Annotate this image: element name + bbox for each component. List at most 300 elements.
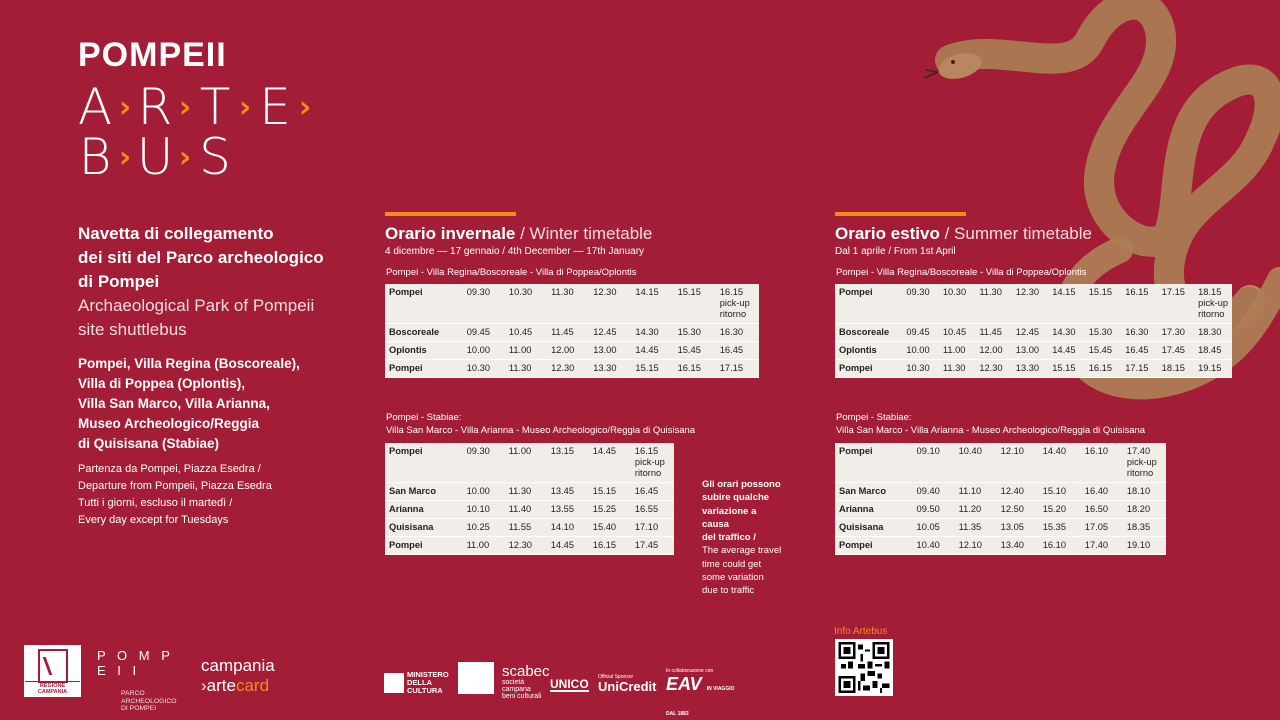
departure-time <box>976 342 1012 360</box>
departure-time <box>903 284 939 324</box>
winter-dates: 4 dicembre — 17 gennaio / 4th December — 17th January <box>385 246 645 257</box>
time-value: 09.50 <box>916 504 940 514</box>
departure-time <box>903 324 939 342</box>
time-value: 16.40 <box>1084 486 1109 496</box>
time-value: 11.30 <box>979 287 1002 297</box>
eav-name <box>666 674 736 720</box>
arrow-icon: › <box>178 89 192 125</box>
brand-letter: E <box>259 78 291 136</box>
time-value: 14.45 <box>592 446 617 456</box>
winter-table-oplontis <box>385 284 759 378</box>
departure-time <box>506 360 548 378</box>
departure-time <box>1159 360 1195 378</box>
departure-time <box>548 284 590 324</box>
departure-time <box>1195 342 1232 360</box>
departure-time <box>903 360 939 378</box>
departure-time <box>976 284 1012 324</box>
artecard-part: ›arte <box>201 676 236 695</box>
departure-time <box>1049 284 1085 324</box>
departure-time <box>590 501 632 519</box>
time-value: 11.30 <box>551 287 574 297</box>
departure-line: Every day except for Tuesdays <box>78 514 229 526</box>
ministero-line: CULTURA <box>407 686 443 695</box>
departure-time <box>506 501 548 519</box>
summer-title-it: Orario estivo <box>835 224 940 243</box>
departure-time <box>464 324 506 342</box>
time-value: 12.40 <box>1000 486 1024 496</box>
departure-time <box>914 501 956 519</box>
time-value: 16.15 <box>592 540 617 550</box>
departure-time <box>940 360 976 378</box>
time-value: 13.00 <box>593 345 617 355</box>
departure-time <box>1082 443 1124 483</box>
route-line: Pompei - Stabiae: <box>836 412 912 423</box>
return-note: ritorno <box>1198 309 1225 319</box>
time-value: 14.45 <box>635 345 659 355</box>
route-line: Pompei - Stabiae: <box>386 412 462 423</box>
intro-en-line: site shuttlebus <box>78 320 187 339</box>
departure-time <box>1122 284 1158 324</box>
qr-code[interactable] <box>835 639 893 696</box>
stop-name: Pompei <box>835 284 903 324</box>
departure-time <box>506 284 548 324</box>
stop-name: Arianna <box>385 501 464 519</box>
stop-name: San Marco <box>385 483 464 501</box>
departure-time <box>1082 537 1124 555</box>
time-value: 12.50 <box>1000 504 1024 514</box>
table-row <box>835 537 1166 555</box>
summer-title-en: / Summer timetable <box>939 224 1092 243</box>
time-value: 11.55 <box>508 522 532 532</box>
time-value: 14.40 <box>1042 446 1066 456</box>
brand-title: POMPEII <box>78 36 227 74</box>
return-note: pick-up <box>1126 457 1157 467</box>
sites-line: Museo Archeologico/Reggia <box>78 416 260 431</box>
departure-line: Partenza da Pompei, Piazza Esedra / <box>78 463 261 475</box>
departure-time <box>1040 443 1082 483</box>
time-value: 09.30 <box>906 287 930 297</box>
departure-time <box>940 342 976 360</box>
departure-time <box>590 360 632 378</box>
brand-letter: R <box>137 78 173 136</box>
time-value: 11.10 <box>958 486 982 496</box>
sites-line: Pompei, Villa Regina (Boscoreale), <box>78 356 300 371</box>
departure-time <box>590 324 632 342</box>
departure-time <box>590 483 632 501</box>
time-value: 11.45 <box>551 327 574 337</box>
departure-time <box>1159 324 1195 342</box>
time-value: 16.15 <box>677 363 701 373</box>
winter-route2 <box>386 411 695 437</box>
departure-time <box>717 324 759 342</box>
stop-name: Pompei <box>385 443 464 483</box>
return-note: pick-up <box>1198 298 1229 308</box>
departure-time <box>632 342 674 360</box>
departure-time <box>464 342 506 360</box>
brand-letter: U <box>136 128 174 186</box>
departure-time <box>940 284 976 324</box>
unicredit-small: Official Sponsor <box>598 674 634 680</box>
time-value: 18.15 <box>1198 287 1222 297</box>
time-value: 15.45 <box>1088 345 1112 355</box>
departure-time <box>998 501 1040 519</box>
time-value: 13.30 <box>593 363 617 373</box>
time-value: 17.40 <box>1084 540 1109 550</box>
unicredit-name: UniCredit <box>598 679 657 694</box>
time-value: 18.35 <box>1126 522 1151 532</box>
time-value: 17.45 <box>634 540 659 550</box>
departure-time <box>1082 519 1124 537</box>
time-value: 14.10 <box>550 522 574 532</box>
brand-logo-row2 <box>76 128 234 186</box>
time-value: 10.00 <box>466 486 490 496</box>
time-value: 09.30 <box>466 446 490 456</box>
departure-time <box>675 284 717 324</box>
pompeii-logo-sub <box>121 690 187 713</box>
table-row <box>835 501 1166 519</box>
sites-line: Villa San Marco, Villa Arianna, <box>78 396 270 411</box>
time-value: 17.45 <box>1161 345 1185 355</box>
departure-time <box>632 519 674 537</box>
departure-time <box>1124 443 1166 483</box>
time-value: 11.35 <box>958 522 982 532</box>
departure-time <box>632 443 674 483</box>
stop-name: Boscoreale <box>835 324 903 342</box>
departure-time <box>956 519 998 537</box>
departure-time <box>1040 483 1082 501</box>
intro-en-line: Archaeological Park of Pompeii <box>78 296 315 315</box>
time-value: 17.10 <box>634 522 659 532</box>
time-value: 15.40 <box>592 522 617 532</box>
departure-time <box>998 537 1040 555</box>
departure-time <box>1013 342 1049 360</box>
departure-time <box>464 284 506 324</box>
departure-time <box>976 324 1012 342</box>
departure-time <box>590 284 632 324</box>
departure-time <box>976 360 1012 378</box>
summer-route1: Pompei - Villa Regina/Boscoreale - Villa di Poppea/Oplontis <box>836 267 1087 278</box>
time-value: 12.00 <box>979 345 1003 355</box>
departure-time <box>998 443 1040 483</box>
table-row <box>835 360 1232 378</box>
time-value: 13.55 <box>550 504 574 514</box>
stop-name: Pompei <box>385 537 464 555</box>
time-value: 18.45 <box>1198 345 1222 355</box>
departure-time <box>1082 483 1124 501</box>
table-row <box>835 284 1232 324</box>
table-row <box>835 324 1232 342</box>
time-value: 13.30 <box>1015 363 1040 373</box>
stop-name: Pompei <box>835 537 914 555</box>
return-note: pick-up <box>634 457 665 467</box>
time-value: 12.00 <box>551 345 575 355</box>
departure-time <box>940 324 976 342</box>
departure-time <box>956 501 998 519</box>
winter-title-en: / Winter timetable <box>515 224 653 243</box>
departure-time <box>464 443 506 483</box>
pompeii-logo-title: P O M P E I I <box>97 648 174 678</box>
time-value: 11.30 <box>508 363 532 373</box>
departure-time <box>506 443 548 483</box>
departure-time <box>914 483 956 501</box>
departure-time <box>506 324 548 342</box>
time-value: 10.30 <box>942 287 967 297</box>
time-value: 18.15 <box>1161 363 1185 373</box>
table-row <box>385 284 759 324</box>
ministero-line: DELLA <box>407 678 432 687</box>
time-value: 15.45 <box>677 345 701 355</box>
departure-time <box>1086 342 1122 360</box>
departure-time <box>632 284 674 324</box>
departure-time <box>903 342 939 360</box>
time-value: 16.50 <box>1084 504 1109 514</box>
time-value: 15.20 <box>1042 504 1066 514</box>
time-value: 10.05 <box>916 522 940 532</box>
table-row <box>385 483 674 501</box>
departure-time <box>1049 342 1085 360</box>
departure-time <box>1195 324 1232 342</box>
departure-time <box>548 443 590 483</box>
summer-title <box>835 224 1092 244</box>
departure-time <box>914 443 956 483</box>
time-value: 16.15 <box>719 287 744 297</box>
departure-time <box>1082 501 1124 519</box>
scabec-logo <box>502 663 550 700</box>
time-value: 15.15 <box>677 287 701 297</box>
departure-time <box>548 537 590 555</box>
time-value: 14.15 <box>1052 287 1076 297</box>
departure-time <box>1124 501 1166 519</box>
departure-time <box>1124 537 1166 555</box>
arrow-icon: › <box>178 139 192 175</box>
departure-time <box>632 324 674 342</box>
stop-name: Arianna <box>835 501 914 519</box>
route-line: Villa San Marco - Villa Arianna - Museo Archeologico/Reggia di Quisisana <box>836 425 1146 436</box>
arrow-icon: › <box>118 139 132 175</box>
campania-line: campania <box>201 656 275 675</box>
table-row <box>835 342 1232 360</box>
departure-time <box>675 360 717 378</box>
eav-text: EAV <box>666 674 702 694</box>
time-value: 14.45 <box>550 540 574 550</box>
time-value: 17.30 <box>1161 327 1185 337</box>
time-value: 10.45 <box>942 327 967 337</box>
departure-time <box>914 537 956 555</box>
departure-time <box>590 537 632 555</box>
time-value: 16.15 <box>1125 287 1149 297</box>
time-value: 10.30 <box>466 363 490 373</box>
departure-time <box>956 537 998 555</box>
time-value: 10.45 <box>508 327 533 337</box>
time-value: 17.40 <box>1126 446 1151 456</box>
time-value: 12.30 <box>1015 287 1040 297</box>
time-value: 11.30 <box>942 363 966 373</box>
time-value: 18.10 <box>1126 486 1151 496</box>
departure-time <box>464 501 506 519</box>
regione-campania-logo <box>24 645 81 697</box>
stop-name: Pompei <box>385 284 464 324</box>
time-value: 09.45 <box>466 327 490 337</box>
time-value: 19.15 <box>1198 363 1222 373</box>
note-line: variazione a causa <box>702 505 757 530</box>
time-value: 18.30 <box>1198 327 1222 337</box>
departure-time <box>956 483 998 501</box>
route-line: Villa San Marco - Villa Arianna - Museo Archeologico/Reggia di Quisisana <box>386 425 696 436</box>
time-value: 09.40 <box>916 486 940 496</box>
time-value: 11.45 <box>979 327 1002 337</box>
brand-letter: S <box>199 128 231 186</box>
scabec-sub: società campana <box>502 679 531 693</box>
time-value: 16.30 <box>1125 327 1149 337</box>
departure-time <box>506 342 548 360</box>
departure-line: Tutti i giorni, escluso il martedì / <box>78 497 233 509</box>
winter-table-stabiae <box>385 443 674 555</box>
departure-time <box>632 537 674 555</box>
time-value: 12.45 <box>593 327 617 337</box>
time-value: 09.30 <box>466 287 490 297</box>
note-line: time could get <box>702 558 762 570</box>
brand-letter: B <box>78 128 112 186</box>
departure-time <box>1049 360 1085 378</box>
time-value: 16.45 <box>719 345 744 355</box>
time-value: 16.15 <box>1088 363 1112 373</box>
departure-time <box>590 342 632 360</box>
time-value: 17.15 <box>1161 287 1185 297</box>
departure-time <box>1013 324 1049 342</box>
table-row <box>385 324 759 342</box>
departure-time <box>464 483 506 501</box>
departure-time <box>1013 360 1049 378</box>
departure-time <box>1049 324 1085 342</box>
note-line: some variation <box>702 572 764 584</box>
unico-logo: UNICO <box>550 677 589 691</box>
time-value: 17.05 <box>1084 522 1109 532</box>
stop-name: San Marco <box>835 483 914 501</box>
stop-name: Quisisana <box>385 519 464 537</box>
departure-time <box>675 324 717 342</box>
stop-name: Pompei <box>385 360 464 378</box>
table-row <box>385 501 674 519</box>
departure-time <box>464 537 506 555</box>
stop-name: Pompei <box>835 443 914 483</box>
sites-list <box>78 354 318 454</box>
stop-name: Boscoreale <box>385 324 464 342</box>
departure-time <box>506 537 548 555</box>
departure-time <box>1040 519 1082 537</box>
stop-name: Oplontis <box>385 342 464 360</box>
time-value: 18.20 <box>1126 504 1151 514</box>
stop-name: Oplontis <box>835 342 903 360</box>
table-row <box>385 519 674 537</box>
eav-sub: IN VIAGGIO DAL 1883 <box>666 686 735 717</box>
time-value: 17.15 <box>719 363 744 373</box>
departure-time <box>506 483 548 501</box>
time-value: 15.15 <box>1088 287 1112 297</box>
regione-label: REGIONE CAMPANIA <box>25 681 80 695</box>
stop-name: Quisisana <box>835 519 914 537</box>
table-row <box>385 443 674 483</box>
summer-dates: Dal 1 aprile / From 1st April <box>835 246 956 257</box>
brand-letter: T <box>199 78 231 136</box>
time-value: 10.30 <box>508 287 533 297</box>
time-value: 16.15 <box>634 446 659 456</box>
qr-code-icon <box>838 642 890 693</box>
departure-time <box>506 519 548 537</box>
table-row <box>835 483 1166 501</box>
intro <box>78 222 348 342</box>
time-value: 12.10 <box>958 540 982 550</box>
time-value: 11.20 <box>958 504 982 514</box>
summer-table-oplontis <box>835 284 1232 378</box>
time-value: 09.45 <box>906 327 930 337</box>
pompeii-sub-line: DI POMPEI <box>121 705 157 712</box>
time-value: 16.45 <box>634 486 659 496</box>
departure-line: Departure from Pompeii, Piazza Esedra <box>78 480 272 492</box>
ministero-emblem-icon <box>384 673 404 693</box>
note-line: The average travel <box>702 545 782 557</box>
departure-time <box>1159 284 1195 324</box>
departure-time <box>632 483 674 501</box>
time-value: 16.10 <box>1042 540 1066 550</box>
departure-time <box>1122 342 1158 360</box>
departure-time <box>548 342 590 360</box>
note-line: due to traffic <box>702 585 755 597</box>
table-row <box>835 443 1166 483</box>
time-value: 14.30 <box>1052 327 1076 337</box>
intro-it-line: dei siti del Parco archeologico <box>78 248 324 267</box>
departure-time <box>548 360 590 378</box>
time-value: 12.30 <box>508 540 532 550</box>
time-value: 09.10 <box>916 446 940 456</box>
time-value: 16.55 <box>634 504 659 514</box>
return-note: ritorno <box>1126 468 1154 478</box>
departure-time <box>632 360 674 378</box>
departure-time <box>998 519 1040 537</box>
time-value: 10.00 <box>906 345 930 355</box>
table-row <box>835 519 1166 537</box>
time-value: 11.30 <box>508 486 532 496</box>
departure-time <box>1040 537 1082 555</box>
departure-time <box>632 501 674 519</box>
intro-it-line: di Pompei <box>78 272 160 291</box>
departure-time <box>717 360 759 378</box>
departure-time <box>717 284 759 324</box>
scabec-sub: beni culturali <box>502 693 542 700</box>
return-note: pick-up <box>719 298 750 308</box>
departure-time <box>548 519 590 537</box>
ministero-line: MINISTERO <box>407 670 449 679</box>
departure-time <box>1195 360 1232 378</box>
time-value: 16.10 <box>1084 446 1109 456</box>
pompeii-sub-line: PARCO <box>121 690 145 697</box>
traffic-note <box>702 478 782 598</box>
time-value: 15.35 <box>1042 522 1066 532</box>
ministero-cultura-logo <box>384 672 450 694</box>
eav-small: In collaborazione con <box>666 668 714 674</box>
winter-route1: Pompei - Villa Regina/Boscoreale - Villa di Poppea/Oplontis <box>386 267 637 278</box>
ministero-text <box>407 671 449 695</box>
time-value: 11.00 <box>508 446 532 456</box>
time-value: 10.00 <box>466 345 490 355</box>
time-value: 17.15 <box>1125 363 1149 373</box>
table-row <box>385 360 759 378</box>
accent-bar <box>835 212 966 216</box>
departure-time <box>1195 284 1232 324</box>
shield-icon <box>38 649 68 683</box>
time-value: 11.40 <box>508 504 532 514</box>
winter-title-it: Orario invernale <box>385 224 516 243</box>
arrow-icon: › <box>238 89 252 125</box>
